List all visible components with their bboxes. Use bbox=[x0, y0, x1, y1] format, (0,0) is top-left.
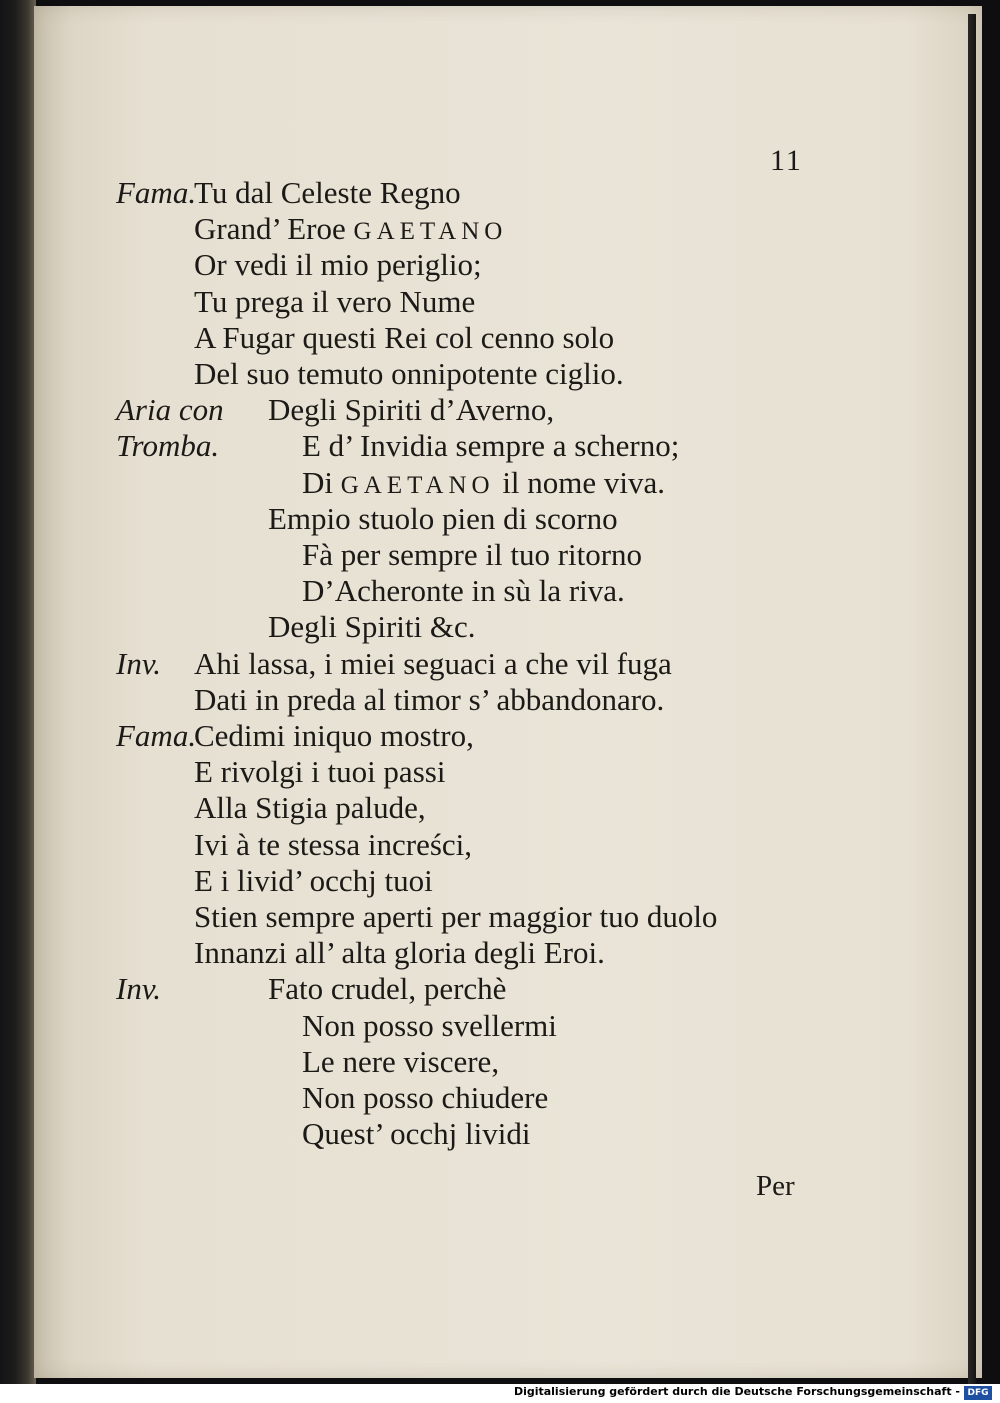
verse-text: E i livid’ occhj tuoi bbox=[194, 862, 433, 898]
verse-line bbox=[194, 645, 672, 683]
speaker-label: Fama. bbox=[116, 175, 197, 210]
speaker-label: Fama. bbox=[116, 718, 197, 753]
page-number: 11 bbox=[770, 144, 803, 177]
verse-text: Dati in preda al timor s’ abbandonaro. bbox=[194, 681, 665, 717]
verse-text: Stien sempre aperti per maggior tuo duolo bbox=[194, 899, 718, 934]
book-binding-edge bbox=[0, 0, 36, 1384]
verse-text: E d’ Invidia sempre a scherno; bbox=[302, 428, 680, 464]
speaker-label: Inv. bbox=[116, 971, 162, 1007]
verse-line bbox=[302, 1007, 557, 1045]
verse-line bbox=[194, 681, 664, 719]
verse-line bbox=[268, 391, 554, 429]
verse-line bbox=[194, 934, 605, 972]
verse-text: Tu prega il vero Nume bbox=[194, 283, 476, 319]
verse-text: Cedimi iniquo mostro, bbox=[194, 718, 474, 753]
verse-line bbox=[194, 753, 445, 791]
verse-text: Or vedi il mio periglio; bbox=[194, 247, 482, 283]
verse-line bbox=[302, 1115, 530, 1153]
verse-line bbox=[302, 1043, 499, 1081]
footer-credit: Digitalisierung gefördert durch die Deutsche Forschungsgemeinschaft - bbox=[513, 1385, 960, 1398]
verse-text: Fà per sempre il tuo ritorno bbox=[302, 537, 643, 572]
book-page bbox=[34, 6, 982, 1378]
name-smallcaps: GAETANO bbox=[353, 218, 508, 246]
verse-text: Innanzi all’ alta gloria degli Eroi. bbox=[194, 935, 605, 971]
footer-bar bbox=[0, 1384, 1000, 1403]
verse-text: Non posso chiudere bbox=[302, 1080, 549, 1115]
verse-line bbox=[194, 789, 426, 827]
verse-line bbox=[194, 826, 472, 864]
verse-text: Non posso svellermi bbox=[302, 1007, 557, 1043]
speaker-label: Aria con bbox=[116, 392, 224, 428]
verse-text: Le nere viscere, bbox=[302, 1043, 500, 1079]
verse-line bbox=[194, 355, 624, 393]
verse-line bbox=[302, 1079, 548, 1117]
verse-text-after: il nome viva. bbox=[494, 464, 666, 500]
verse-text: D’Acheronte in sù la riva. bbox=[302, 573, 625, 609]
name-smallcaps: GAETANO bbox=[340, 471, 495, 499]
dfg-logo: DFG bbox=[964, 1386, 992, 1400]
verse-line bbox=[302, 427, 679, 465]
catchword: Per bbox=[756, 1170, 795, 1202]
speaker-label: Inv. bbox=[116, 645, 162, 681]
verse-line bbox=[302, 572, 625, 610]
verse-text: Di bbox=[302, 464, 341, 500]
verse-line bbox=[268, 500, 618, 538]
verse-text: Ivi à te stessa increści, bbox=[194, 826, 473, 862]
verse-text: Empio stuolo pien di scorno bbox=[268, 500, 618, 536]
verse-text: E rivolgi i tuoi passi bbox=[194, 754, 446, 790]
verse-line bbox=[194, 862, 433, 900]
verse-line bbox=[268, 608, 476, 646]
verse-line bbox=[268, 970, 506, 1008]
verse-line bbox=[194, 319, 614, 357]
verse-text: Fato crudel, perchè bbox=[268, 971, 507, 1007]
speaker-label: Tromba. bbox=[116, 428, 220, 464]
verse-text: Grand’ Eroe bbox=[194, 211, 354, 247]
verse-text: Degli Spiriti d’Averno, bbox=[268, 392, 555, 428]
verse-line bbox=[194, 246, 482, 284]
verse-text: A Fugar questi Rei col cenno solo bbox=[194, 319, 615, 355]
verse-line bbox=[194, 174, 461, 212]
verse-text: Del suo temuto onnipotente ciglio. bbox=[194, 356, 624, 391]
verse-text: Tu dal Celeste Regno bbox=[194, 175, 461, 210]
verse-text: Ahi lassa, i miei seguaci a che vil fuga bbox=[194, 645, 672, 681]
verse-text: Alla Stigia palude, bbox=[194, 790, 426, 826]
verse-line bbox=[302, 536, 642, 574]
verse-line bbox=[194, 717, 474, 755]
page-right-edge bbox=[968, 14, 976, 1384]
verse-line bbox=[194, 283, 475, 321]
verse-line bbox=[194, 898, 717, 936]
verse-line bbox=[302, 464, 665, 505]
verse-line bbox=[194, 210, 507, 251]
verse-text: Quest’ occhj lividi bbox=[302, 1116, 531, 1152]
verse-text: Degli Spiriti &c. bbox=[268, 609, 476, 645]
